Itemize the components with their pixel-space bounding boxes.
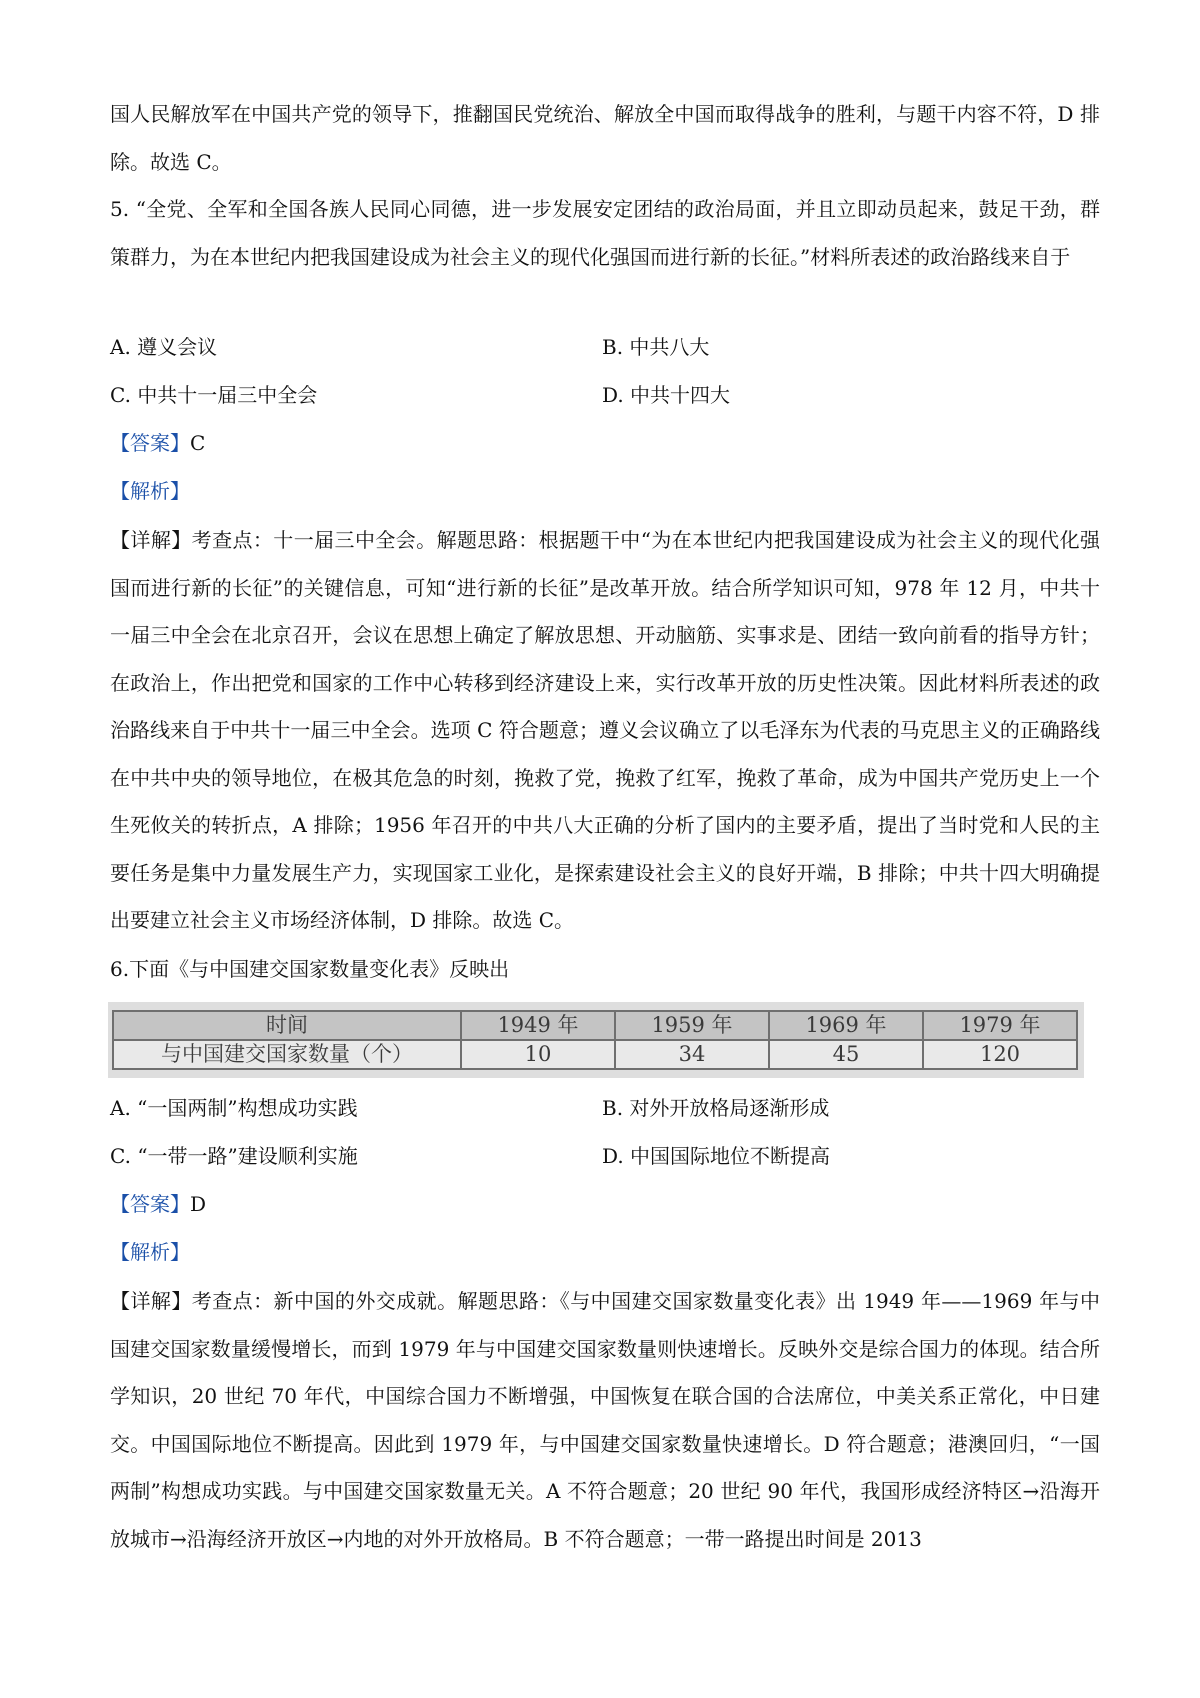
table-header-label: 时间 xyxy=(113,1011,461,1040)
table-count: 120 xyxy=(923,1040,1077,1069)
option-letter: A. xyxy=(110,335,131,359)
answer-tag: 【答案】 xyxy=(110,431,190,455)
option-text: 中国国际地位不断提高 xyxy=(630,1144,831,1168)
question-5-stem xyxy=(110,186,1100,281)
diplomatic-relations-table xyxy=(112,1010,1078,1070)
q6-detail xyxy=(110,1278,1100,1563)
option-text: “一国两制”构想成功实践 xyxy=(137,1096,358,1120)
table-year: 1949 年 xyxy=(461,1011,615,1040)
detail-tag: 【详解】 xyxy=(110,1289,192,1313)
q5-analysis-heading xyxy=(110,476,190,506)
option-letter: A. xyxy=(110,1096,131,1120)
q6-analysis-heading xyxy=(110,1237,190,1267)
option-letter: D. xyxy=(602,383,624,407)
detail-text: 考查点：十一届三中全会。解题思路：根据题干中“为在本世纪内把我国建设成为社会主义的现代化强国而进行新的长征”的关键信息，可知“进行新的长征”是改革开放。结合所学知识可知，978 年 12 月，中共十一届三中全会在北京召开，会议在思想上确定了解放思想、开动脑筋、实事求是、团结一致向前看的指导方针；在政治上，作出把党和国家的工作中心转移到经济建设上来，实行改革开放的历史性决策。因此材料所表述的政治路线来自于中共十一届三中全会。选项 C 符合题意；遵义会议确立了以毛泽东为代表的马克思主义的正确路线在中共中央的领导地位，在极其危急的时刻，挽救了党，挽救了红军，挽救了革命，成为中国共产党历史上一个生死攸关的转折点，A 排除；1956 年召开的中共八大正确的分析了国内的主要矛盾，提出了当时党和人民的主要任务是集中力量发展生产力，实现国家工业化，是探索建设社会主义的良好开端，B 排除；中共十四大明确提出要建立社会主义市场经济体制，D 排除。故选 C。 xyxy=(110,528,1100,932)
q5-answer xyxy=(110,428,205,458)
prev-explanation-text: 国人民解放军在中国共产党的领导下，推翻国民党统治、解放全中国而取得战争的胜利，与题干内容不符，D 排除。故选 C。 xyxy=(110,102,1100,174)
table-row-label: 与中国建交国家数量（个） xyxy=(113,1040,461,1069)
answer-tag: 【答案】 xyxy=(110,1192,190,1216)
table-year: 1969 年 xyxy=(769,1011,923,1040)
option-text: 中共十四大 xyxy=(630,383,731,407)
table-year: 1979 年 xyxy=(923,1011,1077,1040)
q6-option-a xyxy=(110,1093,358,1123)
q6-option-d xyxy=(602,1141,830,1171)
option-letter: B. xyxy=(602,1096,624,1120)
q6-option-c xyxy=(110,1141,358,1171)
diplomatic-relations-table-image xyxy=(108,1002,1084,1078)
option-letter: C. xyxy=(110,383,131,407)
q5-detail xyxy=(110,517,1100,945)
detail-text: 考查点：新中国的外交成就。解题思路：《与中国建交国家数量变化表》出 1949 年——1969 年与中国建交国家数量缓慢增长，而到 1979 年与中国建交国家数量则快速增长。反映外交是综合国力的体现。结合所学知识，20 世纪 70 年代，中国综合国力不断增强，中国恢复在联合国的合法席位，中美关系正常化，中日建交。中国国际地位不断提高。因此到 1979 年，与中国建交国家数量快速增长。D 符合题意；港澳回归，“一国两制”构想成功实践。与中国建交国家数量无关。A 不符合题意；20 世纪 90 年代，我国形成经济特区→沿海开放城市→沿海经济开放区→内地的对外开放格局。B 不符合题意；一带一路提出时间是 2013 xyxy=(110,1289,1100,1551)
option-letter: D. xyxy=(602,1144,624,1168)
q5-option-d xyxy=(602,380,730,410)
question-6-stem-text: 6.下面《与中国建交国家数量变化表》反映出 xyxy=(110,957,510,981)
q6-answer xyxy=(110,1189,206,1219)
prev-explanation-tail xyxy=(110,91,1100,186)
q5-detail-paragraph xyxy=(110,517,1100,945)
q6-detail-paragraph xyxy=(110,1278,1100,1563)
table-header-row xyxy=(113,1011,1077,1040)
question-5-stem-text: 5. “全党、全军和全国各族人民同心同德，进一步发展安定团结的政治局面，并且立即动员起来，鼓足干劲，群策群力，为在本世纪内把我国建设成为社会主义的现代化强国而进行新的长征。”材料所表述的政治路线来自于 xyxy=(110,197,1100,269)
table-count: 45 xyxy=(769,1040,923,1069)
table-row xyxy=(113,1040,1077,1069)
option-letter: C. xyxy=(110,1144,131,1168)
option-text: 中共十一届三中全会 xyxy=(137,383,318,407)
answer-value: D xyxy=(190,1192,207,1216)
q5-option-b xyxy=(602,332,709,362)
option-text: 遵义会议 xyxy=(137,335,218,359)
option-text: 对外开放格局逐渐形成 xyxy=(629,1096,830,1120)
table-year: 1959 年 xyxy=(615,1011,769,1040)
table-count: 34 xyxy=(615,1040,769,1069)
detail-tag: 【详解】 xyxy=(110,528,192,552)
question-6-stem xyxy=(110,954,509,984)
q5-option-a xyxy=(110,332,217,362)
option-letter: B. xyxy=(602,335,624,359)
analysis-tag: 【解析】 xyxy=(110,1240,190,1264)
table-count: 10 xyxy=(461,1040,615,1069)
q5-option-c xyxy=(110,380,317,410)
analysis-tag: 【解析】 xyxy=(110,479,190,503)
option-text: “一带一路”建设顺利实施 xyxy=(137,1144,358,1168)
q6-option-b xyxy=(602,1093,829,1123)
option-text: 中共八大 xyxy=(629,335,710,359)
answer-value: C xyxy=(190,431,206,455)
